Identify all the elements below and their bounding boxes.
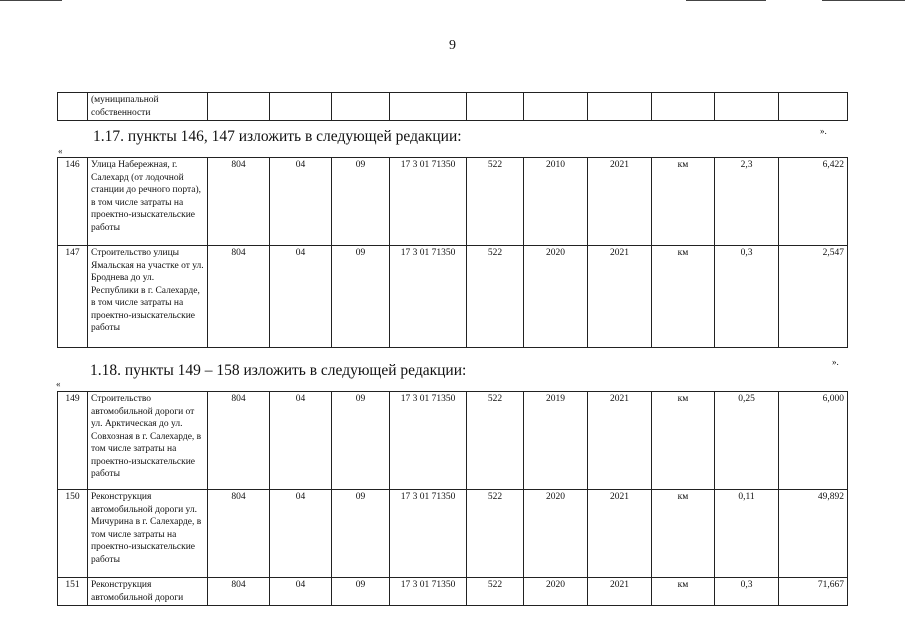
row-name: Улица Набережная, г. Салехард (от лодочной станции до речного порта), в том числе затраты на проектно-изыскательские работы (88, 158, 208, 246)
cell-subsection: 09 (332, 578, 390, 606)
cell-expense-type: 522 (467, 578, 524, 606)
cell-end-year: 2021 (588, 490, 652, 578)
cell-ministry: 804 (208, 490, 270, 578)
cell-section: 04 (270, 490, 332, 578)
cell-cost: 71,667 (779, 578, 848, 606)
cell-length: 0,3 (715, 578, 779, 606)
table-row (58, 490, 848, 578)
row-number: 150 (58, 490, 88, 578)
table-row (58, 158, 848, 246)
cell-cost: 49,892 (779, 490, 848, 578)
page-number: 9 (449, 38, 456, 53)
cell-section: 04 (270, 578, 332, 606)
cell-cost: 6,000 (779, 392, 848, 490)
section-heading-1: 1.17. пункты 146, 147 изложить в следующей редакции: (93, 128, 462, 145)
cell-unit: км (652, 490, 715, 578)
cell-subsection: 09 (332, 490, 390, 578)
row-number: 147 (58, 246, 88, 348)
cell-subsection: 09 (332, 392, 390, 490)
row-name: Реконструкция автомобильной дороги (88, 578, 208, 606)
cell-expense-type: 522 (467, 392, 524, 490)
cell-ministry: 804 (208, 392, 270, 490)
section-heading-2: 1.18. пункты 149 – 158 изложить в следующей редакции: (90, 362, 467, 379)
table-row (58, 246, 848, 348)
cell-length: 0,11 (715, 490, 779, 578)
row-name: Строительство улицы Ямальская на участке от ул. Броднева до ул. Республики в г. Салехарде, в том числе затраты на проектно-изыскательские работы (88, 246, 208, 348)
cell-unit: км (652, 392, 715, 490)
table-row (58, 392, 848, 490)
cell-ministry: 804 (208, 158, 270, 246)
cell-ministry: 804 (208, 246, 270, 348)
cell-start-year: 2020 (524, 578, 588, 606)
cell-length: 0,25 (715, 392, 779, 490)
row-number: 146 (58, 158, 88, 246)
scan-rule-left (0, 0, 62, 1)
cell-target-code: 17 3 01 71350 (390, 246, 467, 348)
fragment-name: (муниципальной собственности (88, 93, 208, 121)
items-table-2 (57, 391, 848, 606)
cell-unit: км (652, 246, 715, 348)
cell-subsection: 09 (332, 158, 390, 246)
cell-start-year: 2020 (524, 490, 588, 578)
cell-subsection: 09 (332, 246, 390, 348)
scan-rule-right (822, 0, 905, 1)
cell-end-year: 2021 (588, 392, 652, 490)
cell-start-year: 2020 (524, 246, 588, 348)
cell-cost: 6,422 (779, 158, 848, 246)
table-row (58, 93, 848, 121)
cell-section: 04 (270, 158, 332, 246)
cell-expense-type: 522 (467, 158, 524, 246)
cell-section: 04 (270, 392, 332, 490)
cell-start-year: 2019 (524, 392, 588, 490)
cell-expense-type: 522 (467, 246, 524, 348)
items-table-1 (57, 157, 848, 348)
cell-end-year: 2021 (588, 246, 652, 348)
cell-target-code: 17 3 01 71350 (390, 158, 467, 246)
cell-length: 0,3 (715, 246, 779, 348)
row-number: 149 (58, 392, 88, 490)
cell-start-year: 2010 (524, 158, 588, 246)
row-number: 151 (58, 578, 88, 606)
close-quote-1: ». (820, 126, 827, 136)
scan-rule-mid (686, 0, 766, 1)
cell-unit: км (652, 158, 715, 246)
table-row (58, 578, 848, 606)
cell-end-year: 2021 (588, 158, 652, 246)
cell-end-year: 2021 (588, 578, 652, 606)
cell-ministry: 804 (208, 578, 270, 606)
cell-target-code: 17 3 01 71350 (390, 490, 467, 578)
open-quote-2: « (56, 379, 61, 389)
cell-target-code: 17 3 01 71350 (390, 392, 467, 490)
cell-cost: 2,547 (779, 246, 848, 348)
row-name: Строительство автомобильной дороги от ул. Арктическая до ул. Совхозная в г. Салехарде, в том числе затраты на проектно-изыскательские работы (88, 392, 208, 490)
cell-target-code: 17 3 01 71350 (390, 578, 467, 606)
cell-expense-type: 522 (467, 490, 524, 578)
cell-unit: км (652, 578, 715, 606)
fragment-table (57, 92, 848, 121)
cell-length: 2,3 (715, 158, 779, 246)
open-quote-1: « (58, 146, 63, 156)
cell-section: 04 (270, 246, 332, 348)
close-quote-2: ». (832, 357, 839, 367)
row-name: Реконструкция автомобильной дороги ул. Мичурина в г. Салехарде, в том числе затраты на проектно-изыскательские работы (88, 490, 208, 578)
